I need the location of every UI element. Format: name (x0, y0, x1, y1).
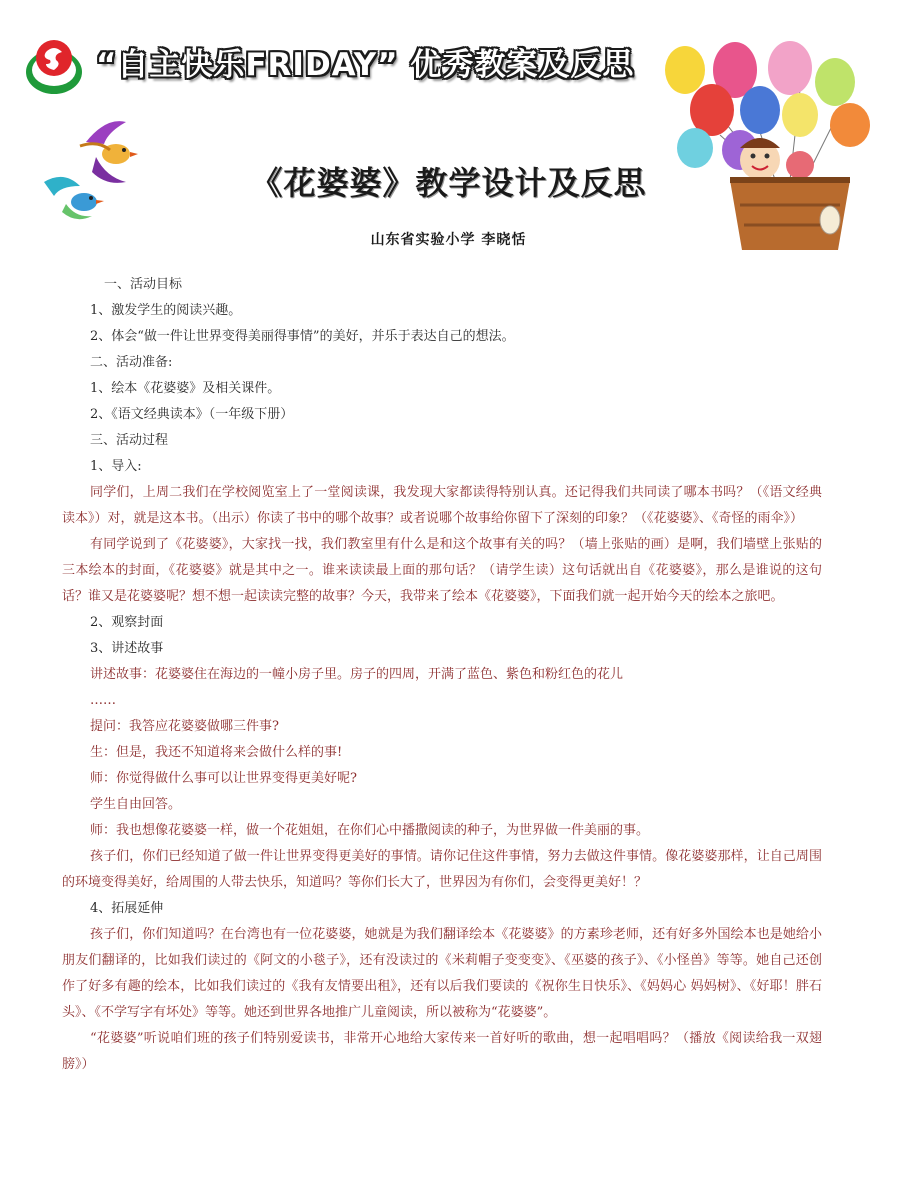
paragraph: 孩子们，你们知道吗？在台湾也有一位花婆婆，她就是为我们翻译绘本《花婆婆》的方素珍老师，还有好多外国绘本也是她给小朋友们翻译的，比如我们读过的《阿文的小毯子》，还有没读过的《米莉帽子变变变》、《巫婆的孩子》、《小怪兽》等等。她自己还创作了好多有趣的绘本，比如我们读过的《我有友情要出租》，还有以后我们要读的《祝你生日快乐》、《妈妈心 妈妈树》、《好耶！胖石头》、《不学写字有坏处》等等。她还到世界各地推广儿童阅读，所以被称为“花婆婆”。 (62, 927, 822, 1020)
document-title: 《花婆婆》教学设计及反思 (250, 164, 647, 202)
subsection-heading: 1、导入: (90, 459, 142, 474)
section-heading: 一、活动目标 (104, 277, 183, 292)
subsection-heading: 3、讲述故事 (90, 641, 164, 656)
document-body (62, 272, 822, 1078)
dialogue-line: 生：但是，我还不知道将来会做什么样的事! (90, 745, 343, 760)
balloon-basket-illustration (640, 30, 890, 260)
dialogue-line: 学生自由回答。 (90, 797, 182, 812)
subsection-heading: 4、拓展延伸 (90, 901, 164, 916)
subsection-heading: 2、观察封面 (90, 615, 164, 630)
document-author: 山东省实验小学 李晓恬 (370, 232, 527, 248)
paragraph: 同学们，上周二我们在学校阅览室上了一堂阅读课，我发现大家都读得特别认真。还记得我们共同读了哪本书吗？（《语文经典读本》）对，就是这本书。（出示）你读了书中的哪个故事？或者说哪个故事给你留下了深刻的印象？（《花婆婆》、《奇怪的雨伞》） (62, 485, 822, 526)
paragraph: 孩子们，你们已经知道了做一件让世界变得更美好的事情。请你记住这件事情，努力去做这件事情。像花婆婆那样，让自己周围的环境变得美好，给周围的人带去快乐，知道吗？等你们长大了，世界因为有你们，会变得更美好！？ (62, 849, 822, 890)
story-line: 讲述故事：花婆婆住在海边的一幢小房子里。房子的四周，开满了蓝色、紫色和粉红色的花儿 (90, 667, 624, 682)
section-heading: 三、活动过程 (90, 433, 169, 448)
dialogue-line: 师：你觉得做什么事可以让世界变得更美好呢? (90, 771, 357, 786)
section-heading: 二、活动准备: (90, 355, 173, 370)
list-item: 1、绘本《花婆婆》及相关课件。 (90, 381, 281, 396)
list-item: 2、《语文经典读本》（一年级下册） (90, 407, 294, 422)
dialogue-line: 师：我也想像花婆婆一样，做一个花姐姐，在你们心中播撒阅读的种子，为世界做一件美丽的事。 (90, 823, 650, 838)
list-item: 1、激发学生的阅读兴趣。 (90, 303, 242, 318)
paragraph: “花婆婆”听说咱们班的孩子们特别爱读书，非常开心地给大家传来一首好听的歌曲，想一起唱唱吗？（播放《阅读给我一双翅膀》） (62, 1031, 822, 1072)
dialogue-line: 提问：我答应花婆婆做哪三件事? (90, 719, 279, 734)
banner-title: “自主快乐FRIDAY” 优秀教案及反思 (96, 47, 635, 83)
paragraph: 有同学说到了《花婆婆》，大家找一找，我们教室里有什么是和这个故事有关的吗？（墙上张贴的画）是啊，我们墙壁上张贴的三本绘本的封面，《花婆婆》就是其中之一。谁来读读最上面的那句话？（请学生读）这句话就出自《花婆婆》，那么是谁说的这句话？谁又是花婆婆呢？想不想一起读读完整的故事？今天，我带来了绘本《花婆婆》，下面我们就一起开始今天的绘本之旅吧。 (62, 537, 822, 604)
ellipsis: …… (90, 693, 116, 708)
list-item: 2、体会“做一件让世界变得美丽得事情”的美好，并乐于表达自己的想法。 (90, 329, 515, 344)
school-logo-icon (22, 34, 86, 98)
